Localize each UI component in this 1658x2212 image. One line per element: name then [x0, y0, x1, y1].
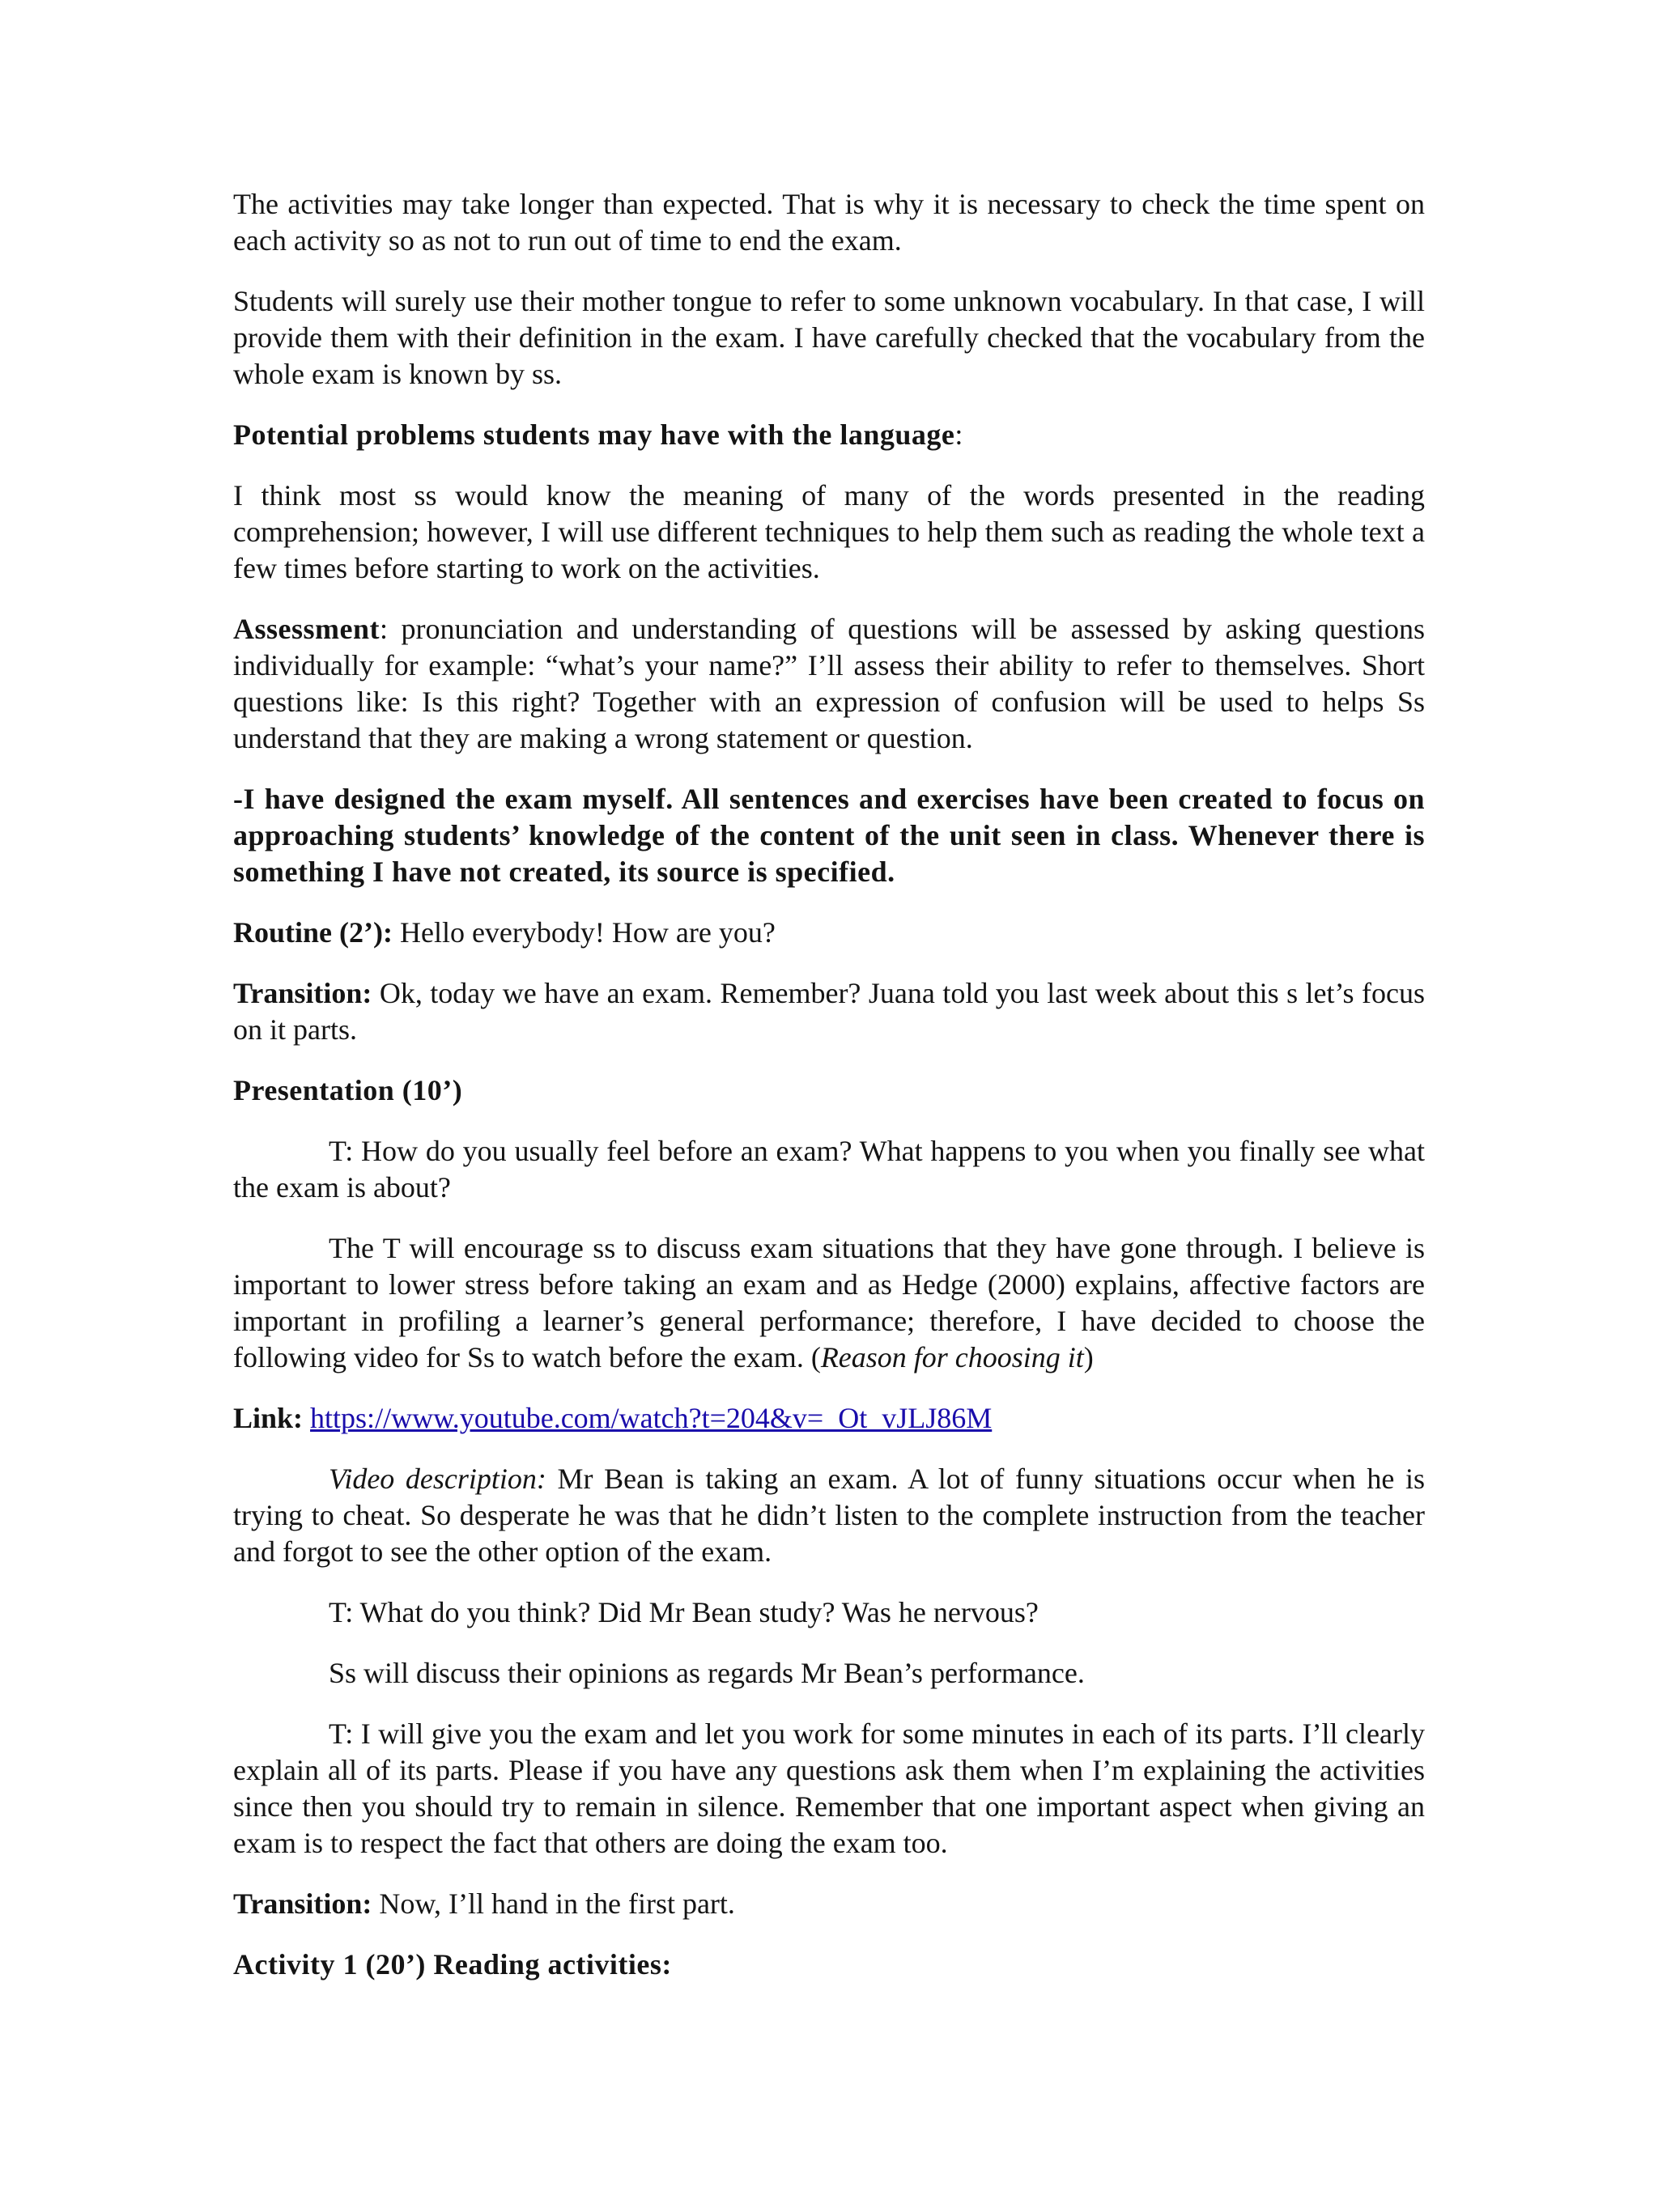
- reason-italic: Reason for choosing it: [820, 1341, 1084, 1373]
- paragraph-link: [233, 1400, 1425, 1437]
- paragraph-time-management: The activities may take longer than expected. That is why it is necessary to check the time spent on each activity so as not to run out of time to end the exam.: [233, 188, 1425, 257]
- paragraph-potential-problems: [233, 417, 1425, 453]
- paragraph-video-description: [233, 1461, 1425, 1570]
- transition-text-2: Now, I’ll hand in the first part.: [372, 1887, 735, 1920]
- presentation-heading: Presentation (10’): [233, 1074, 463, 1106]
- transition-text-1: Ok, today we have an exam. Remember? Juana told you last week about this s let’s focus on it parts.: [233, 977, 1425, 1046]
- paragraph-exam-designed: -I have designed the exam myself. All sentences and exercises have been created to focus on approaching students’ knowledge of the content of the unit seen in class. Whenever there is something I have not created, its source is specified.: [233, 783, 1425, 888]
- video-description-label: Video description:: [329, 1463, 546, 1495]
- video-description-text: Mr Bean is taking an exam. A lot of funny situations occur when he is trying to cheat. So desperate he was that he didn’t listen to the complete instruction from the teacher and forgot to see the other option of the exam.: [233, 1463, 1425, 1568]
- assessment-text: : pronunciation and understanding of questions will be assessed by asking questions individually for example: “what’s your name?” I’ll assess their ability to refer to themselves. Short questions like: Is this right? Together with an expression of confusion will be used to helps Ss understand that they are making a wrong statement or question.: [233, 613, 1425, 754]
- video-link[interactable]: https://www.youtube.com/watch?t=204&v=_Ot_vJLJ86M: [310, 1402, 993, 1434]
- heading-potential-problems: Potential problems students may have with the language: [233, 418, 955, 451]
- paragraph-ss-discuss: Ss will discuss their opinions as regards Mr Bean’s performance.: [329, 1657, 1085, 1689]
- transition-label-2: Transition:: [233, 1887, 372, 1920]
- paragraph-activity-heading: [233, 1947, 1425, 1983]
- paragraph-transition-2: [233, 1886, 1425, 1922]
- assessment-label: Assessment: [233, 613, 380, 645]
- heading-potential-problems-colon: :: [954, 418, 963, 451]
- paragraph-transition-1: [233, 975, 1425, 1048]
- link-label: Link:: [233, 1402, 304, 1434]
- routine-label: Routine (2’):: [233, 916, 393, 949]
- encourage-text: The T will encourage ss to discuss exam situations that they have gone through. I believe is important to lower stress before taking an exam and as Hedge (2000) explains, affective factors are important in profiling a learner’s general performance; therefore, I have decided to choose the following video for Ss to watch before the exam. (: [233, 1232, 1425, 1373]
- paragraph-mother-tongue: Students will surely use their mother tongue to refer to some unknown vocabulary. In that case, I will provide them with their definition in the exam. I have carefully checked that the vocabulary from the whole exam is known by ss.: [233, 285, 1425, 390]
- transition-label-1: Transition:: [233, 977, 372, 1009]
- paragraph-teacher-question-bean: T: What do you think? Did Mr Bean study? Was he nervous?: [329, 1596, 1039, 1628]
- reason-close-paren: ): [1083, 1341, 1094, 1373]
- routine-text: Hello everybody! How are you?: [392, 916, 776, 949]
- activity-1-heading: Activity 1 (20’) Reading activities:: [233, 1948, 672, 1981]
- document-page: [233, 186, 1425, 2007]
- paragraph-teacher-question-exam: T: How do you usually feel before an exam? What happens to you when you finally see what the exam is about?: [233, 1135, 1425, 1204]
- paragraph-presentation-heading: [233, 1072, 1425, 1109]
- paragraph-assessment: [233, 611, 1425, 757]
- paragraph-routine: [233, 915, 1425, 951]
- paragraph-teacher-instructions: T: I will give you the exam and let you work for some minutes in each of its parts. I’ll clearly explain all of its parts. Please if you have any questions ask them when I’m explaining the activities since then you should try to remain in silence. Remember that one important aspect when giving an exam is to respect the fact that others are doing the exam too.: [233, 1717, 1425, 1859]
- paragraph-reading-techniques: I think most ss would know the meaning of many of the words presented in the reading comprehension; however, I will use different techniques to help them such as reading the whole text a few times before starting to work on the activities.: [233, 479, 1425, 584]
- paragraph-encourage-discussion: [233, 1230, 1425, 1376]
